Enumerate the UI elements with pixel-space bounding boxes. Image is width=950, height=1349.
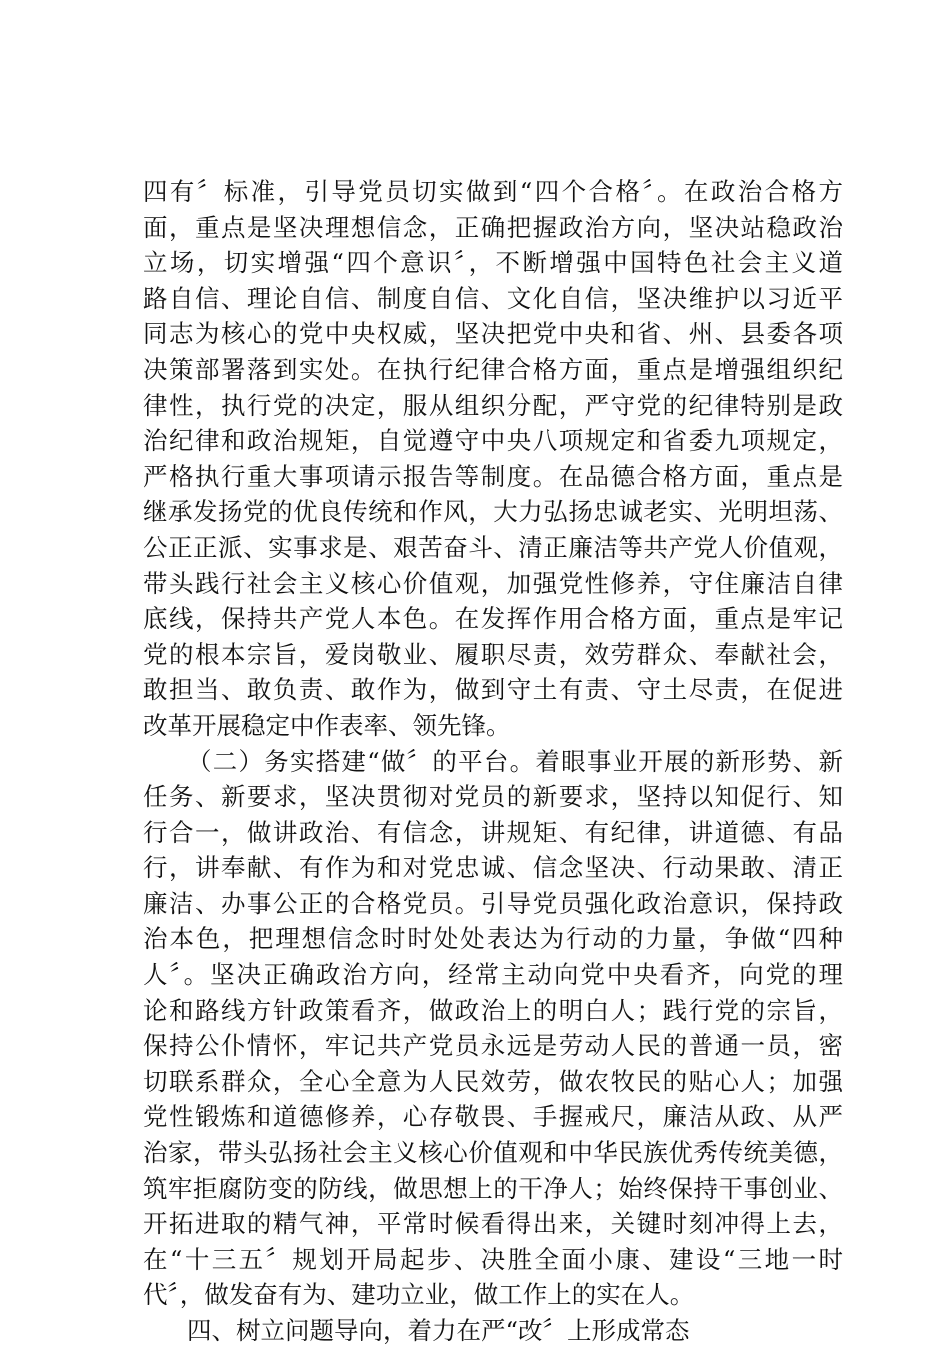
text-line: 立场，切实增强“四个意识〞，不断增强中国特色社会主义道 xyxy=(143,248,843,278)
text-line: 改革开展稳定中作表率、领先锋。 xyxy=(143,710,511,740)
text-line: 严格执行重大事项请示报告等制度。在品德合格方面，重点是 xyxy=(143,461,843,491)
text-line: 廉洁、办事公正的合格党员。引导党员强化政治意识，保持政 xyxy=(143,888,843,918)
text-line: 继承发扬党的优良传统和作风，大力弘扬忠诚老实、光明坦荡、 xyxy=(143,497,843,527)
text-line: 人〞。坚决正确政治方向，经常主动向党中央看齐，向党的理 xyxy=(143,960,843,990)
text-line: 带头践行社会主义核心价值观，加强党性修养，守住廉洁自律 xyxy=(143,568,843,598)
text-line: 行，讲奉献、有作为和对党忠诚、信念坚决、行动果敢、清正 xyxy=(143,853,843,883)
text-line: （二）务实搭建“做〞的平台。着眼事业开展的新形势、新 xyxy=(187,746,843,776)
body-text xyxy=(143,174,843,1349)
text-line: 治纪律和政治规矩，自觉遵守中央八项规定和省委九项规定， xyxy=(143,426,843,456)
text-line: 律性，执行党的决定，服从组织分配，严守党的纪律特别是政 xyxy=(143,390,843,420)
text-line: 论和路线方针政策看齐，做政治上的明白人；践行党的宗旨， xyxy=(143,995,843,1025)
text-line: 行合一，做讲政治、有信念，讲规矩、有纪律，讲道德、有品 xyxy=(143,817,843,847)
text-line: 底线，保持共产党人本色。在发挥作用合格方面，重点是牢记 xyxy=(143,604,843,634)
text-line: 治本色，把理想信念时时处处表达为行动的力量，争做“四种 xyxy=(143,924,843,954)
text-line: 同志为核心的党中央权威，坚决把党中央和省、州、县委各项 xyxy=(143,319,843,349)
text-line: 路自信、理论自信、制度自信、文化自信，坚决维护以习近平 xyxy=(143,283,843,313)
text-line: 筑牢拒腐防变的防线，做思想上的干净人；始终保持干事创业、 xyxy=(143,1173,843,1203)
text-line: 治家，带头弘扬社会主义核心价值观和中华民族优秀传统美德， xyxy=(143,1138,843,1168)
text-line: 保持公仆情怀，牢记共产党员永远是劳动人民的普通一员，密 xyxy=(143,1031,843,1061)
text-line: 任务、新要求，坚决贯彻对党员的新要求，坚持以知促行、知 xyxy=(143,782,843,812)
text-line: 敢担当、敢负责、敢作为，做到守土有责、守土尽责，在促进 xyxy=(143,675,843,705)
text-line: 决策部署落到实处。在执行纪律合格方面，重点是增强组织纪 xyxy=(143,354,843,384)
text-line: 公正正派、实事求是、艰苦奋斗、清正廉洁等共产党人价值观， xyxy=(143,532,843,562)
text-line: 在“十三五〞规划开局起步、决胜全面小康、建设“三地一时 xyxy=(143,1244,843,1274)
text-line: 党的根本宗旨，爱岗敬业、履职尽责，效劳群众、奉献社会， xyxy=(143,639,843,669)
text-line: 面，重点是坚决理想信念，正确把握政治方向，坚决站稳政治 xyxy=(143,212,843,242)
section-heading: 四、树立问题导向，着力在严“改〞上形成常态 xyxy=(187,1316,690,1345)
text-line: 四有〞标准，引导党员切实做到“四个合格〞。在政治合格方 xyxy=(143,177,843,206)
text-line: 代〞，做发奋有为、建功立业，做工作上的实在人。 xyxy=(143,1280,695,1310)
text-line: 开拓进取的精气神，平常时候看得出来，关键时刻冲得上去， xyxy=(143,1209,843,1239)
text-line: 切联系群众，全心全意为人民效劳，做农牧民的贴心人；加强 xyxy=(143,1066,843,1096)
text-line: 党性锻炼和道德修养，心存敬畏、手握戒尺，廉洁从政、从严 xyxy=(143,1102,843,1132)
